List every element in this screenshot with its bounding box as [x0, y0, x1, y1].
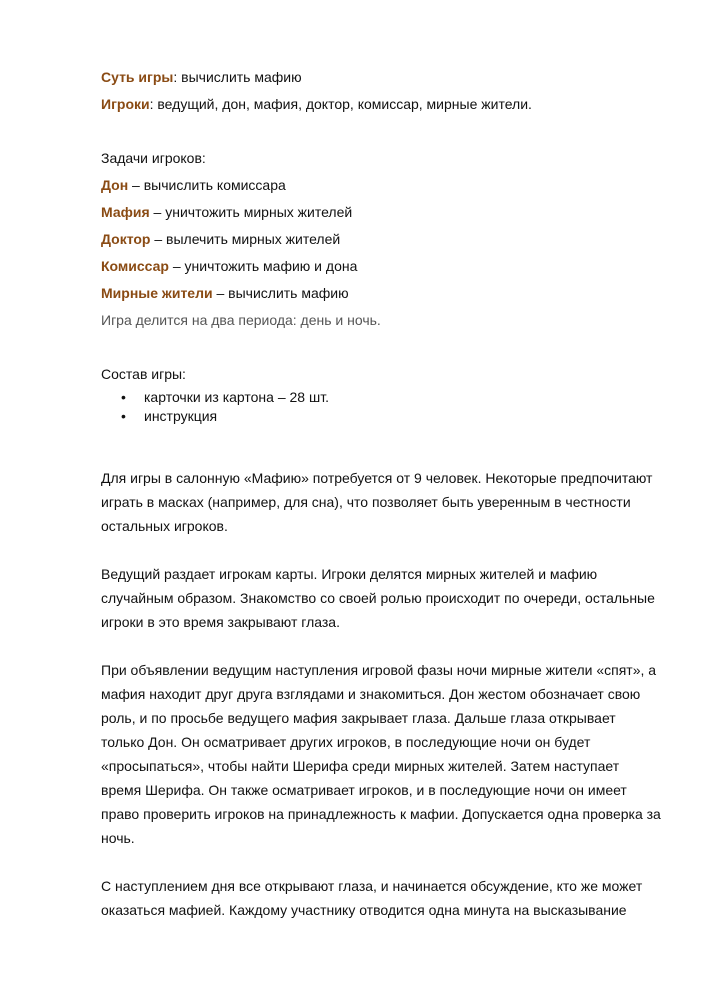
list-item-text: карточки из картона – 28 шт. [144, 389, 329, 405]
task-item-citizens [101, 280, 661, 307]
bullet-icon: • [121, 389, 126, 405]
players-line [101, 91, 661, 118]
spacer [101, 538, 661, 562]
paragraph: С наступлением дня все открывают глаза, и начинается обсуждение, кто же может оказаться мафией. Каждому участнику отводится одна минута на высказывание [101, 878, 643, 918]
essence-line [101, 64, 661, 91]
task-text: – уничтожить мирных жителей [149, 204, 353, 220]
spacer [101, 426, 661, 466]
tasks-heading: Задачи игроков: [101, 150, 206, 166]
task-text: – вычислить комиссара [128, 177, 286, 193]
bullet-icon: • [121, 408, 126, 424]
composition-heading: Состав игры: [101, 366, 186, 382]
task-term: Мирные жители [101, 285, 213, 301]
essence-text: : вычислить мафию [173, 69, 302, 85]
task-text: – уничтожить мафию и дона [168, 258, 358, 274]
task-text: – вылечить мирных жителей [150, 231, 341, 247]
composition-list [101, 388, 661, 426]
players-term: Игроки [101, 96, 150, 112]
spacer [101, 118, 661, 145]
task-item-commissar [101, 253, 661, 280]
task-term: Дон [101, 177, 129, 193]
task-term: Доктор [101, 231, 151, 247]
task-item-mafia [101, 199, 661, 226]
spacer [101, 850, 661, 874]
essence-term: Суть игры [101, 69, 174, 85]
task-item-don [101, 172, 661, 199]
spacer [101, 634, 661, 658]
paragraph: Ведущий раздает игрокам карты. Игроки делятся мирных жителей и мафию случайным образом. Знакомство со своей ролью происходит по очереди, остальные игроки в это время закрывают глаза. [101, 566, 655, 630]
periods-text: Игра делится на два периода: день и ночь. [101, 312, 381, 328]
task-term: Комиссар [101, 258, 169, 274]
document-body [101, 64, 661, 922]
players-text: : ведущий, дон, мафия, доктор, комиссар, мирные жители. [149, 96, 532, 112]
paragraph: Для игры в салонную «Мафию» потребуется от 9 человек. Некоторые предпочитают играть в масках (например, для сна), что позволяет быть уверенным в честности остальных игроков. [101, 470, 653, 534]
task-text: – вычислить мафию [212, 285, 349, 301]
task-term: Мафия [101, 204, 150, 220]
list-item [101, 388, 661, 407]
paragraph: При объявлении ведущим наступления игровой фазы ночи мирные жители «спят», а мафия находит друг друга взглядами и знакомиться. Дон жестом обозначает свою роль, и по просьбе ведущего мафия закрывает глаза. Дальше глаза открывает только Дон. Он осматривает других игроков, в последующие ночи он будет «просыпаться», чтобы найти Шерифа среди мирных жителей. Затем наступает время Шерифа. Он также осматривает игроков, и в последующие ночи он имеет право проверить игроков на принадлежность к мафии. Допускается одна проверка за ночь. [101, 662, 661, 846]
spacer [101, 334, 661, 361]
task-item-doctor [101, 226, 661, 253]
list-item [101, 407, 661, 426]
list-item-text: инструкция [144, 408, 218, 424]
